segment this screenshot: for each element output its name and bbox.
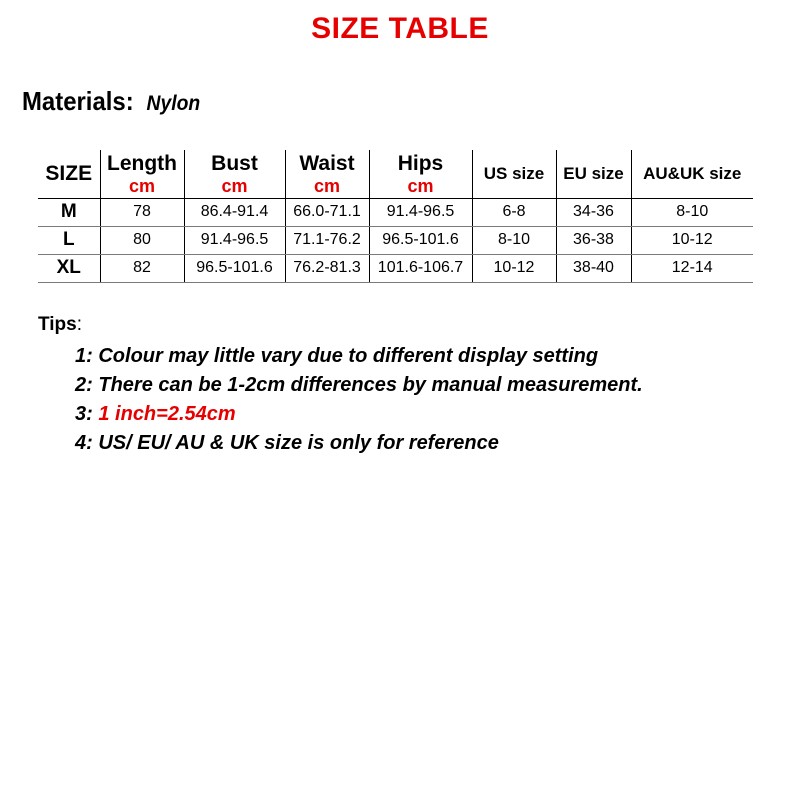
header-waist-name: Waist <box>299 151 355 175</box>
size-cell: XL <box>38 254 100 282</box>
hips-cell: 91.4-96.5 <box>369 198 472 226</box>
header-waist <box>285 150 369 198</box>
header-bust <box>184 150 285 198</box>
table-header-row <box>38 150 753 198</box>
header-hips <box>369 150 472 198</box>
page-title: SIZE TABLE <box>311 12 489 45</box>
tip-number: 4: <box>75 432 93 454</box>
materials-label: Materials: <box>22 86 134 116</box>
length-cell: 78 <box>100 198 184 226</box>
tip-text: There can be 1-2cm differences by manual measurement. <box>98 374 643 396</box>
table-row <box>38 198 753 226</box>
header-length <box>100 150 184 198</box>
header-waist-unit: cm <box>313 175 340 196</box>
header-eu-size: EU size <box>556 150 631 198</box>
eu-size-cell: 38-40 <box>556 254 631 282</box>
header-hips-unit: cm <box>407 175 434 196</box>
tips-list <box>75 342 643 458</box>
bust-cell: 86.4-91.4 <box>184 198 285 226</box>
length-cell: 82 <box>100 254 184 282</box>
size-table <box>38 150 753 283</box>
length-cell: 80 <box>100 226 184 254</box>
tip-number: 1: <box>75 345 93 367</box>
auuk-size-cell: 10-12 <box>631 226 753 254</box>
table-row <box>38 226 753 254</box>
bust-cell: 91.4-96.5 <box>184 226 285 254</box>
auuk-size-cell: 12-14 <box>631 254 753 282</box>
bust-cell: 96.5-101.6 <box>184 254 285 282</box>
tips-label-text: Tips <box>38 314 77 335</box>
materials-line <box>22 86 200 117</box>
size-cell: M <box>38 198 100 226</box>
hips-cell: 96.5-101.6 <box>369 226 472 254</box>
tip-item <box>75 371 643 400</box>
waist-cell: 76.2-81.3 <box>285 254 369 282</box>
size-cell: L <box>38 226 100 254</box>
waist-cell: 66.0-71.1 <box>285 198 369 226</box>
header-auuk-size: AU&UK size <box>631 150 753 198</box>
header-us-size: US size <box>472 150 556 198</box>
header-size: SIZE <box>38 150 100 198</box>
us-size-cell: 10-12 <box>472 254 556 282</box>
tip-text: US/ EU/ AU & UK size is only for reference <box>98 432 499 454</box>
tip-number: 3: <box>75 403 93 425</box>
auuk-size-cell: 8-10 <box>631 198 753 226</box>
tips-label <box>38 314 82 336</box>
eu-size-cell: 34-36 <box>556 198 631 226</box>
header-bust-name: Bust <box>211 151 258 175</box>
tip-text: 1 inch=2.54cm <box>98 403 236 425</box>
waist-cell: 71.1-76.2 <box>285 226 369 254</box>
tip-number: 2: <box>75 374 93 396</box>
us-size-cell: 8-10 <box>472 226 556 254</box>
materials-value: Nylon <box>146 92 201 115</box>
eu-size-cell: 36-38 <box>556 226 631 254</box>
header-length-name: Length <box>107 151 177 175</box>
tip-text: Colour may little vary due to different display setting <box>98 345 599 367</box>
hips-cell: 101.6-106.7 <box>369 254 472 282</box>
tip-item <box>75 342 643 371</box>
us-size-cell: 6-8 <box>472 198 556 226</box>
header-bust-unit: cm <box>221 175 248 196</box>
tip-item <box>75 429 643 458</box>
header-hips-name: Hips <box>397 151 444 175</box>
table-row <box>38 254 753 282</box>
header-length-unit: cm <box>128 175 155 196</box>
tips-label-colon: : <box>76 314 82 335</box>
tip-item <box>75 400 643 429</box>
